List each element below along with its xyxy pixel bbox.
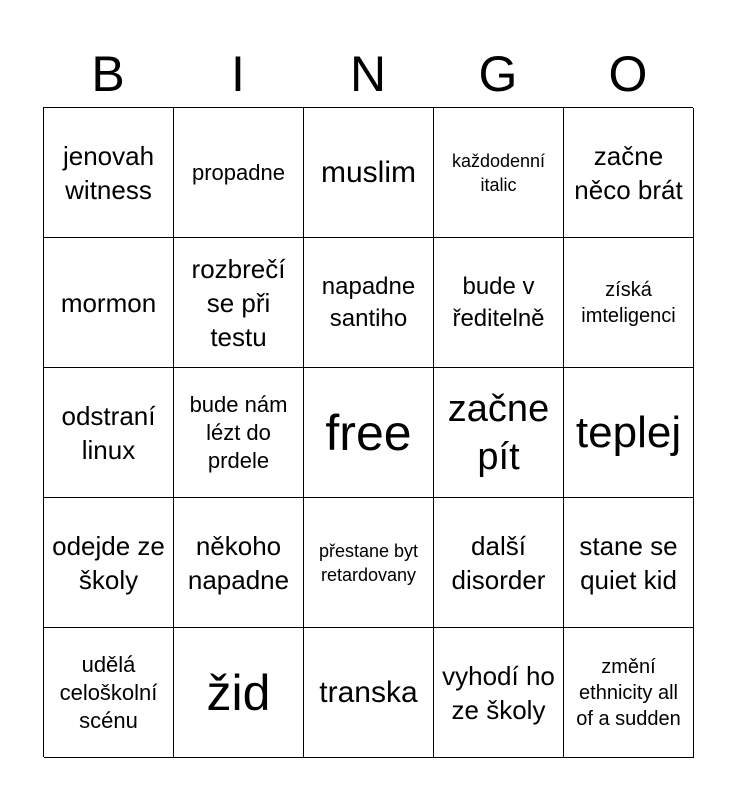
free-space-cell[interactable]: free <box>304 368 434 498</box>
bingo-cell[interactable]: začne pít <box>434 368 564 498</box>
bingo-cell[interactable]: jenovah witness <box>44 108 174 238</box>
bingo-cell[interactable]: transka <box>304 628 434 758</box>
bingo-cell[interactable]: vyhodí ho ze školy <box>434 628 564 758</box>
header-letter-g: G <box>478 46 518 102</box>
bingo-cell[interactable]: odejde ze školy <box>44 498 174 628</box>
bingo-cell[interactable]: muslim <box>304 108 434 238</box>
bingo-cell[interactable]: žid <box>174 628 304 758</box>
bingo-cell[interactable]: bude nám lézt do prdele <box>174 368 304 498</box>
bingo-cell[interactable]: propadne <box>174 108 304 238</box>
bingo-cell[interactable]: přestane byt retardovany <box>304 498 434 628</box>
bingo-cell[interactable]: získá imteligenci <box>564 238 694 368</box>
bingo-cell[interactable]: někoho napadne <box>174 498 304 628</box>
header-letter-n: N <box>349 46 387 102</box>
bingo-cell[interactable]: napadne santiho <box>304 238 434 368</box>
header-letter-o: O <box>608 46 648 102</box>
header-letter-b: B <box>91 46 125 102</box>
bingo-cell[interactable]: mormon <box>44 238 174 368</box>
header-letter-i: I <box>231 46 245 102</box>
bingo-cell[interactable]: bude v ředitelně <box>434 238 564 368</box>
bingo-cell[interactable]: změní ethnicity all of a sudden <box>564 628 694 758</box>
bingo-cell[interactable]: odstraní linux <box>44 368 174 498</box>
bingo-cell[interactable]: každodenní italic <box>434 108 564 238</box>
bingo-grid <box>43 107 693 757</box>
bingo-header <box>43 40 693 108</box>
bingo-cell[interactable]: začne něco brát <box>564 108 694 238</box>
bingo-cell[interactable]: teplej <box>564 368 694 498</box>
bingo-cell[interactable]: udělá celoškolní scénu <box>44 628 174 758</box>
bingo-cell[interactable]: další disorder <box>434 498 564 628</box>
bingo-cell[interactable]: rozbrečí se při testu <box>174 238 304 368</box>
bingo-cell[interactable]: stane se quiet kid <box>564 498 694 628</box>
